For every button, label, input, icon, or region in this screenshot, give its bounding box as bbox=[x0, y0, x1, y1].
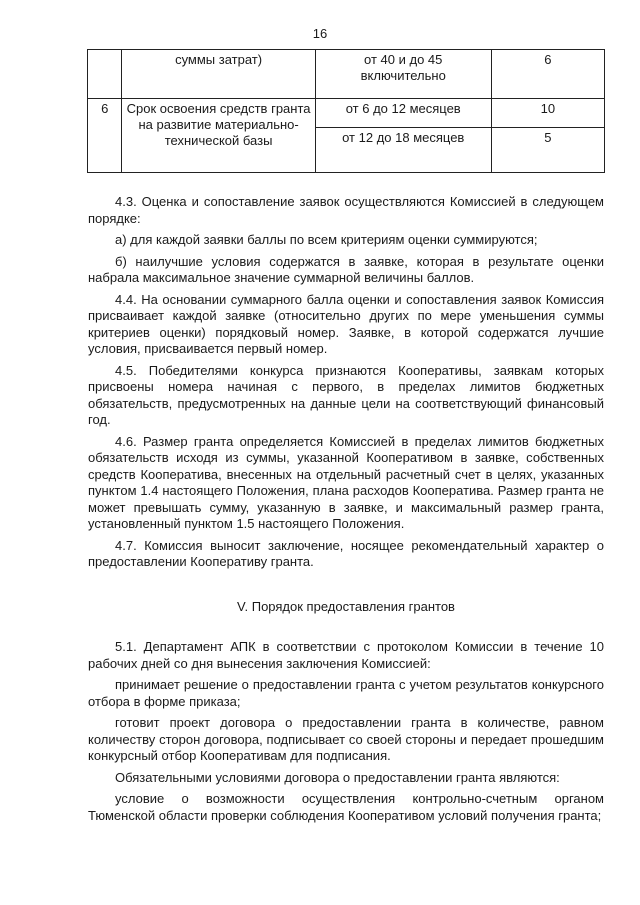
table-cell-num: 6 bbox=[88, 99, 122, 173]
page-number: 16 bbox=[312, 26, 328, 41]
paragraph-4-3: 4.3. Оценка и сопоставление заявок осуществляются Комиссией в следующем порядке: bbox=[88, 194, 604, 226]
section-heading: V. Порядок предоставления грантов bbox=[237, 599, 455, 614]
paragraph-4-3-b: б) наилучшие условия содержатся в заявке, которая в результате оценки набрала максимальное значение суммарной величины баллов. bbox=[88, 253, 604, 285]
paragraph-5-1: 5.1. Департамент АПК в соответствии с протоколом Комиссии в течение 10 рабочих дней со дня вынесения заключения Комиссией: bbox=[88, 639, 604, 671]
section-5-heading-wrap bbox=[88, 599, 604, 616]
paragraph-contract-conditions: Обязательными условиями договора о предоставлении гранта являются: bbox=[115, 769, 560, 785]
paragraph-5-1-decision: принимает решение о предоставлении гранта с учетом результатов конкурсного отбора в форме приказа; bbox=[88, 677, 604, 709]
table-cell-value: от 6 до 12 месяцев bbox=[315, 99, 491, 128]
section-5-text bbox=[88, 639, 604, 829]
paragraph-4-6: 4.6. Размер гранта определяется Комиссией в пределах лимитов бюджетных обязательств исходя из суммы, указанной Кооперативом в заявке, собственных средств Кооператива, внесенных на отдельный расчетный счет в целях, указанных пунктом 1.4 настоящего Положения, плана расходов Кооператива. Размер гранта не может превышать сумму, указанную в заявке, и максимальный размер гранта, установленный пунктом 1.5 настоящего Положения. bbox=[88, 433, 604, 531]
paragraph-4-5: 4.5. Победителями конкурса признаются Кооперативы, заявкам которых присвоены номера начиная с первого, в пределах лимитов бюджетных обязательств, предусмотренных на данные цели на соответствующий финансовый год. bbox=[88, 362, 604, 427]
table-cell-score: 5 bbox=[491, 128, 604, 173]
table-cell-value: от 40 и до 45 включительно bbox=[315, 50, 491, 99]
paragraph-4-3-a: а) для каждой заявки баллы по всем критериям оценки суммируются; bbox=[115, 232, 538, 247]
paragraph-4-7: 4.7. Комиссия выносит заключение, носящее рекомендательный характер о предоставлении Кооперативу гранта. bbox=[88, 537, 604, 569]
table-row bbox=[88, 50, 605, 99]
table-cell-num bbox=[88, 50, 122, 99]
table-cell-value: от 12 до 18 месяцев bbox=[315, 128, 491, 173]
table-cell-criterion: суммы затрат) bbox=[122, 50, 315, 99]
criteria-table bbox=[87, 49, 605, 173]
section-4-text bbox=[88, 194, 604, 576]
table-cell-score: 10 bbox=[491, 99, 604, 128]
paragraph-4-4: 4.4. На основании суммарного балла оценки и сопоставления заявок Комиссия присваивает каждой заявке (относительно других по мере уменьшения суммы критериев оценки) порядковый номер. Заявке, в которой содержатся лучшие условия, присваивается первый номер. bbox=[88, 291, 604, 356]
table-cell-criterion: Срок освоения средств гранта на развитие материально-технической базы bbox=[122, 99, 315, 173]
paragraph-audit-condition: условие о возможности осуществления контрольно-счетным органом Тюменской области проверки соблюдения Кооперативом условий получения гранта; bbox=[88, 791, 604, 823]
table-cell-score: 6 bbox=[491, 50, 604, 99]
table-row bbox=[88, 99, 605, 128]
paragraph-5-1-contract: готовит проект договора о предоставлении гранта в количестве, равном количеству сторон договора, подписывает со своей стороны и передает прошедшим конкурсный отбор Кооперативам для подписания. bbox=[88, 715, 604, 763]
